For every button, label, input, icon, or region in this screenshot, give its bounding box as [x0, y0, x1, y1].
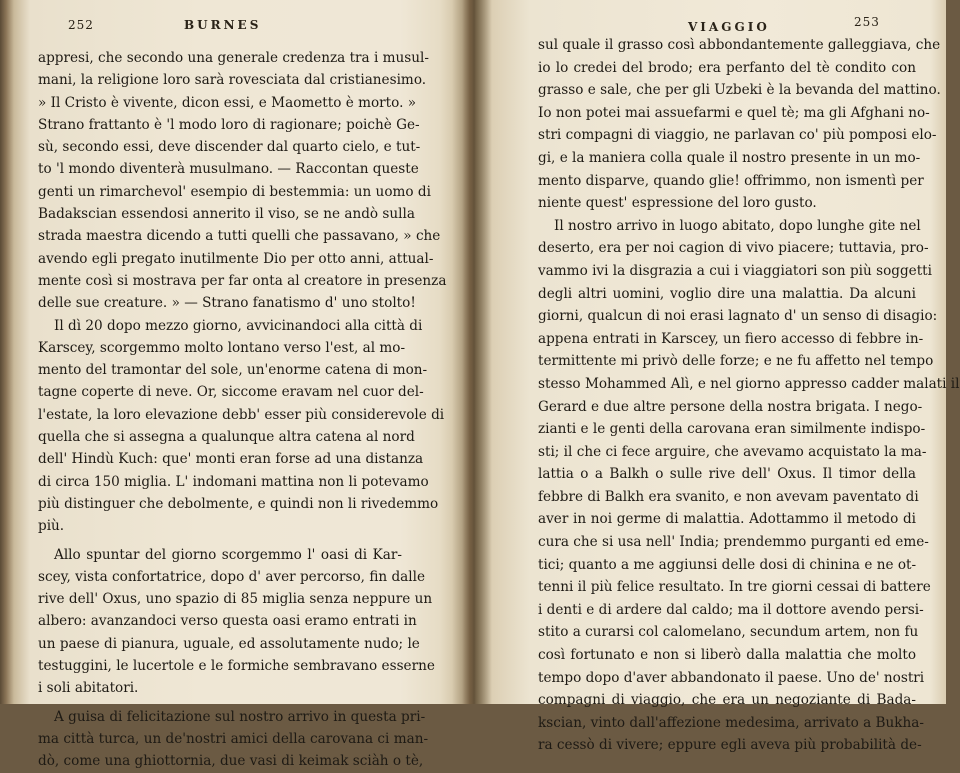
text-line: kscian, vinto dall'affezione medesima, arrivato a Bukha- — [538, 714, 924, 731]
text-line: genti un rimarchevol' esempio di bestemmia: un uomo di — [38, 183, 431, 200]
text-line: stri compagni di viaggio, ne parlavan co' più pomposi elo- — [538, 127, 937, 144]
text-line: delle sue creature. » — Strano fanatismo d' uno stolto! — [38, 295, 416, 312]
text-line: tempo dopo d'aver abbandonato il paese. Uno de' nostri — [538, 669, 925, 686]
text-line: febbre di Balkh era svanito, e non avevam paventato di — [538, 488, 919, 505]
text-line: niente quest' espressione del loro gusto. — [538, 195, 817, 212]
left-page — [0, 0, 462, 770]
text-line: un paese di pianura, uguale, ed assolutamente nudo; le — [38, 635, 420, 652]
text-line: più. — [38, 518, 65, 535]
text-line: stesso Mohammed Alì, e nel giorno appresso cadder malati il — [538, 375, 960, 392]
text-line: appena entrati in Karscey, un fiero accesso di febbre in- — [538, 330, 924, 347]
text-line: sul quale il grasso così abbondantemente galleggiava, che — [538, 37, 941, 53]
left-running-head: BURNES — [184, 18, 262, 32]
text-line: Badakscian essendosi annerito il viso, se ne andò sulla — [38, 206, 415, 223]
text-line: degli altri uomini, voglio dire una malattia. Da alcuni — [538, 285, 916, 302]
left-page-body — [38, 47, 447, 773]
left-page-header — [36, 18, 406, 42]
text-line: mento del tramontar del sole, un'enorme catena di mon- — [38, 362, 428, 379]
text-line: albero: avanzandoci verso questa oasi eramo entrati in — [38, 613, 417, 630]
text-line: giorni, qualcun di noi erasi lagnato d' un senso di disagio: — [538, 308, 938, 325]
text-line: i denti e di ardere dal caldo; ma il dottore avendo persi- — [538, 601, 924, 618]
text-line: appresi, che secondo una generale credenza tra i musul- — [38, 50, 429, 66]
right-running-head: VIAGGIO — [688, 20, 770, 34]
text-line: Strano frattanto è 'l modo loro di ragionare; poichè Ge- — [38, 116, 420, 133]
text-line: mente così si mostrava per far onta al creatore in presenza — [38, 272, 447, 289]
text-line: stito a curarsi col calomelano, secundum artem, non fu — [538, 624, 919, 641]
text-line: Il nostro arrivo in luogo abitato, dopo lunghe gite nel — [554, 217, 921, 234]
text-line: Gerard e due altre persone della nostra brigata. I nego- — [538, 398, 923, 415]
text-line: mani, la religione loro sarà rovesciata dal cristianesimo. — [38, 72, 427, 89]
text-line: io lo credei del brodo; era perfanto del tè condito con — [538, 59, 916, 76]
text-line: quella che si assegna a qualunque altra catena al nord — [38, 429, 415, 446]
text-line: ra cessò di vivere; eppure egli aveva più probabilità de- — [538, 737, 922, 754]
text-line: grasso e sale, che per gli Uzbeki è la bevanda del mattino. — [538, 82, 941, 99]
text-line: compagni di viaggio, che era un negoziante di Bada- — [538, 692, 916, 709]
text-line: Allo spuntar del giorno scorgemmo l' oasi di Kar- — [54, 546, 402, 563]
text-line: Io non potei mai assuefarmi e quel tè; ma gli Afghani no- — [538, 104, 930, 121]
text-line: così fortunato e non si liberò dalla malattia che molto — [538, 647, 916, 664]
text-line: mento disparve, quando glie! offrimmo, non ismentì per — [538, 172, 924, 189]
text-line: scey, vista confortatrice, dopo d' aver percorso, fin dalle — [38, 568, 426, 585]
right-page — [476, 0, 960, 754]
text-line: deserto, era per noi cagion di vivo piacere; tuttavia, pro- — [538, 240, 929, 257]
text-line: rive dell' Oxus, uno spazio di 85 miglia senza neppure un — [38, 591, 433, 608]
text-line: sti; il che ci fece arguire, che avevamo acquistato la ma- — [538, 443, 927, 460]
text-line: zianti e le genti della carovana eran similmente indispo- — [538, 421, 926, 438]
text-line: tenni il più felice resultato. In tre giorni cessai di battere — [538, 579, 931, 596]
text-line: cura che si usa nell' India; prendemmo purganti ed eme- — [538, 534, 929, 551]
right-page-body — [538, 34, 960, 757]
text-line: lattia o a Balkh o sulle rive dell' Oxus. Il timor della — [538, 466, 916, 483]
text-line: strada maestra dicendo a tutti quelli che passavano, » che — [38, 228, 441, 245]
text-line: sù, secondo essi, deve discender dal quarto cielo, e tut- — [38, 139, 421, 156]
text-line: più distinguer che debolmente, e quindi non li rivedemmo — [38, 495, 439, 512]
text-line: i soli abitatori. — [38, 680, 139, 697]
text-line: dell' Hindù Kuch: que' monti eran forse ad una distanza — [38, 451, 424, 468]
text-line: testuggini, le lucertole e le formiche sembravano esserne — [38, 658, 435, 675]
text-line: tici; quanto a me aggiunsi delle dosi di chinina e ne ot- — [538, 556, 917, 573]
text-line: to 'l mondo diventerà musulmano. — Raccontan queste — [38, 161, 419, 178]
text-line: aver in noi germe di malattia. Adottammo il metodo di — [538, 511, 916, 528]
text-line: avendo egli pregato inutilmente Dio per otto anni, attual- — [38, 250, 434, 267]
text-line: Il dì 20 dopo mezzo giorno, avvicinandoci alla città di — [54, 317, 423, 334]
text-line: A guisa di felicitazione sul nostro arrivo in questa pri- — [54, 708, 426, 725]
text-line: ma città turca, un de'nostri amici della carovana ci man- — [38, 730, 429, 747]
text-line: gi, e la maniera colla quale il nostro presente in un mo- — [538, 149, 921, 166]
text-line: dò, come una ghiottornia, due vasi di keimak sciàh o tè, — [38, 753, 424, 770]
text-line: di circa 150 miglia. L' indomani mattina non li potevamo — [38, 473, 429, 490]
text-line: l'estate, la loro elevazione debb' esser più considerevole di — [38, 406, 445, 423]
right-page-number: 253 — [854, 15, 880, 29]
left-page-number: 252 — [68, 18, 94, 32]
text-line: tagne coperte di neve. Or, siccome eravam nel cuor del- — [38, 384, 424, 401]
text-line: vammo ivi la disgrazia a cui i viaggiatori son più soggetti — [538, 262, 932, 279]
text-line: » Il Cristo è vivente, dicon essi, e Maometto è morto. » — [38, 94, 417, 111]
text-line: termittente mi privò delle forze; e ne fu affetto nel tempo — [538, 353, 934, 370]
text-line: Karscey, scorgemmo molto lontano verso l'est, al mo- — [38, 339, 406, 356]
